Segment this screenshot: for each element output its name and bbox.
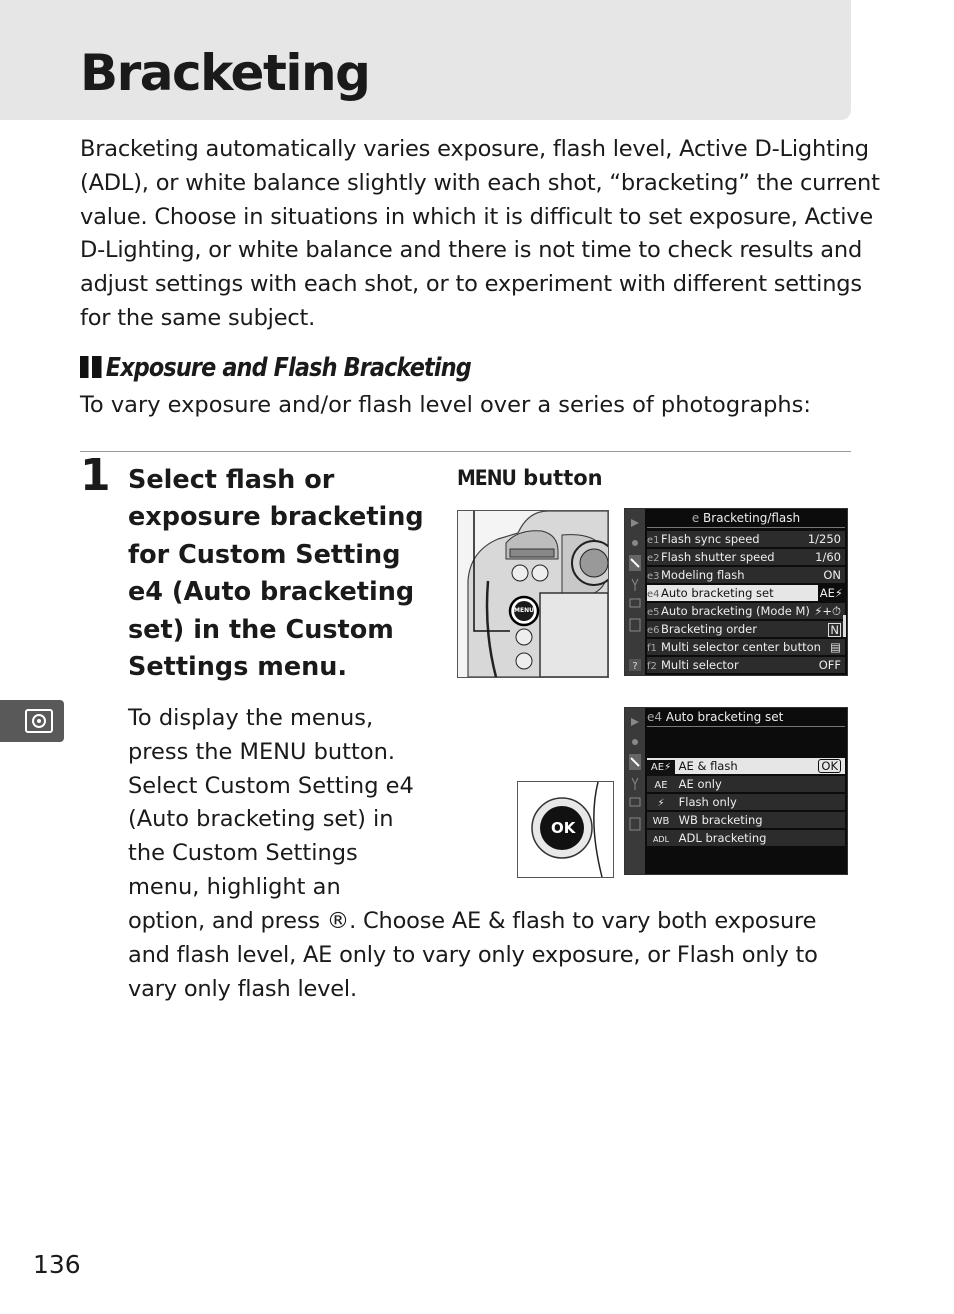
row-value: ▤ (830, 640, 841, 654)
screen-header-code: e (691, 511, 700, 525)
section-heading (80, 353, 471, 383)
row-label: WB bracketing (678, 813, 763, 827)
row-label: Auto bracketing (Mode M) (661, 604, 810, 618)
menu-row[interactable] (647, 531, 845, 547)
scrollbar[interactable] (843, 615, 846, 637)
screen-header-code: e4 (647, 710, 663, 724)
screen-header-label: Auto bracketing set (665, 710, 784, 724)
divider (80, 451, 851, 452)
page-number: 136 (33, 1250, 81, 1279)
camera-menu-key: MENU (514, 607, 534, 614)
page-title: Bracketing (80, 44, 370, 102)
option-row[interactable] (647, 812, 845, 828)
step-title: Select flash or exposure bracketing for Custom Setting e4 (Auto bracketing set) in the Custom Settings menu. (128, 465, 424, 683)
row-code: e5 (647, 607, 660, 618)
menu-row[interactable] (647, 549, 845, 565)
row-label: Bracketing order (661, 622, 757, 636)
svg-text:?: ? (632, 661, 638, 672)
row-code: f2 (647, 661, 657, 672)
section-subtitle: To vary exposure and/or flash level over a series of photographs: (80, 392, 811, 418)
row-code: e6 (647, 625, 660, 636)
row-label: Multi selector (661, 658, 739, 672)
camera-back-illustration (457, 510, 609, 678)
row-label: AE & flash (678, 759, 738, 773)
row-icon: ⚡ (657, 798, 665, 809)
menu-row[interactable] (647, 567, 845, 583)
row-code: e1 (647, 535, 660, 546)
section-heading-text: Exposure and Flash Bracketing (105, 353, 471, 383)
option-row-selected[interactable] (647, 758, 845, 774)
row-ok-badge: OK (818, 759, 841, 773)
row-value: ON (823, 568, 841, 582)
section-marker-icon (80, 356, 102, 378)
step-body-tail: option, and press ®. Choose AE & flash to vary both exposure and flash level, AE only to vary only exposure, or Flash only to vary only flash level. (128, 908, 818, 1002)
menu-row[interactable] (647, 657, 845, 673)
row-icon: AE (654, 780, 668, 791)
intro-text: Bracketing automatically varies exposure, flash level, Active D-Lighting (ADL), or white balance slightly with each shot, “bracketing” the current value. Choose in situations in which it is difficult to set exposure, Active D-Lighting, or white balance and there is not time to check results and adjust settings with each shot, or to experiment with different settings for the same subject. (80, 136, 880, 331)
menu-screen-bracketing-flash (624, 508, 848, 676)
menu-row[interactable] (647, 603, 845, 619)
row-value: AE⚡ (819, 586, 843, 600)
row-icon: AE⚡ (647, 760, 675, 776)
row-label: Auto bracketing set (661, 586, 774, 600)
row-label: AE only (678, 777, 722, 791)
row-code: e4 (647, 589, 660, 600)
screen-header (647, 710, 845, 727)
option-row[interactable] (647, 830, 845, 846)
screen-header-label: Bracketing/flash (703, 511, 801, 525)
row-icon: ADL (652, 835, 670, 844)
option-row[interactable] (647, 776, 845, 792)
camera-drawing (458, 511, 608, 677)
row-label: Modeling flash (661, 568, 745, 582)
menu-tab-rail (625, 509, 645, 675)
row-code: f1 (647, 643, 657, 654)
menu-row[interactable] (647, 639, 845, 655)
menu-tab-icons (625, 509, 645, 675)
row-value: N (830, 623, 839, 637)
screen-header (647, 511, 845, 528)
ok-button-illustration (517, 781, 614, 878)
menu-row[interactable] (647, 621, 845, 637)
row-label: Multi selector center button (661, 640, 821, 654)
row-label: ADL bracketing (678, 831, 767, 845)
row-code: e3 (647, 571, 660, 582)
shooting-mode-icon (0, 700, 64, 742)
menu-button-caption (457, 466, 603, 490)
menu-screen-auto-bracketing-set (624, 707, 848, 875)
ok-key-label: OK (551, 819, 576, 837)
menu-row-selected[interactable] (647, 585, 845, 601)
step-number: 1 (80, 450, 111, 501)
row-label: Flash shutter speed (661, 550, 775, 564)
step-body-lead: To display the menus, press the MENU button. Select Custom Setting e4 (Auto bracketing set) in the Custom Settings menu, highlight an (128, 705, 414, 900)
row-code: e2 (647, 553, 660, 564)
menu-button-caption-rest: button (515, 466, 603, 490)
row-value: OFF (818, 658, 841, 672)
row-value: ⚡+⏱ (814, 604, 841, 618)
row-value: 1/250 (807, 532, 841, 546)
row-icon: WB (652, 816, 670, 827)
row-label: Flash sync speed (661, 532, 760, 546)
menu-tab-icons (625, 708, 645, 874)
intro-paragraph (80, 133, 880, 336)
row-value: 1/60 (815, 550, 841, 564)
row-label: Flash only (678, 795, 737, 809)
option-row[interactable] (647, 794, 845, 810)
section-side-tab (0, 700, 64, 742)
menu-tab-rail (625, 708, 645, 874)
menu-button-caption-word: MENU (457, 466, 516, 490)
